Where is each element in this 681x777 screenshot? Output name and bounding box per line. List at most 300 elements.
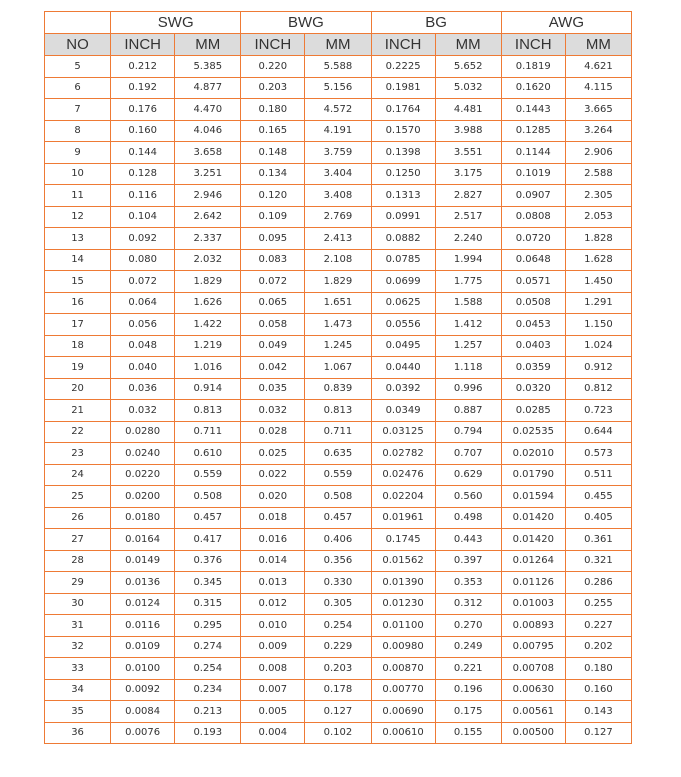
bwg-mm-cell: 0.330 bbox=[305, 572, 371, 594]
awg-mm-cell: 0.812 bbox=[565, 378, 631, 400]
bg-mm-cell: 0.498 bbox=[435, 507, 501, 529]
swg-inch-cell: 0.0076 bbox=[111, 722, 175, 744]
bg-inch-cell: 0.1764 bbox=[371, 99, 435, 121]
table-row bbox=[45, 357, 632, 379]
swg-mm-cell: 0.711 bbox=[175, 421, 241, 443]
bg-mm-cell: 0.996 bbox=[435, 378, 501, 400]
table-row bbox=[45, 464, 632, 486]
gauge-number-cell: 30 bbox=[45, 593, 111, 615]
bwg-inch-cell: 0.058 bbox=[241, 314, 305, 336]
swg-inch-cell: 0.0180 bbox=[111, 507, 175, 529]
awg-mm-cell: 0.644 bbox=[565, 421, 631, 443]
swg-inch-cell: 0.144 bbox=[111, 142, 175, 164]
bg-mm-cell: 0.270 bbox=[435, 615, 501, 637]
gauge-number-cell: 6 bbox=[45, 77, 111, 99]
column-header-bwg-inch: INCH bbox=[241, 34, 305, 56]
awg-inch-cell: 0.0508 bbox=[501, 292, 565, 314]
bwg-inch-cell: 0.022 bbox=[241, 464, 305, 486]
awg-inch-cell: 0.02010 bbox=[501, 443, 565, 465]
bwg-inch-cell: 0.203 bbox=[241, 77, 305, 99]
awg-inch-cell: 0.00893 bbox=[501, 615, 565, 637]
gauge-number-cell: 29 bbox=[45, 572, 111, 594]
swg-mm-cell: 3.251 bbox=[175, 163, 241, 185]
bg-mm-cell: 0.794 bbox=[435, 421, 501, 443]
table-body bbox=[45, 56, 632, 744]
table-row bbox=[45, 271, 632, 293]
bg-inch-cell: 0.00870 bbox=[371, 658, 435, 680]
swg-mm-cell: 2.946 bbox=[175, 185, 241, 207]
table-row bbox=[45, 443, 632, 465]
swg-inch-cell: 0.072 bbox=[111, 271, 175, 293]
swg-mm-cell: 1.219 bbox=[175, 335, 241, 357]
table-row bbox=[45, 335, 632, 357]
bwg-mm-cell: 3.408 bbox=[305, 185, 371, 207]
swg-mm-cell: 0.315 bbox=[175, 593, 241, 615]
table-row bbox=[45, 314, 632, 336]
swg-inch-cell: 0.0109 bbox=[111, 636, 175, 658]
bg-inch-cell: 0.02476 bbox=[371, 464, 435, 486]
awg-mm-cell: 0.160 bbox=[565, 679, 631, 701]
gauge-number-cell: 32 bbox=[45, 636, 111, 658]
awg-inch-cell: 0.00795 bbox=[501, 636, 565, 658]
awg-mm-cell: 0.180 bbox=[565, 658, 631, 680]
gauge-number-cell: 17 bbox=[45, 314, 111, 336]
swg-inch-cell: 0.0100 bbox=[111, 658, 175, 680]
awg-inch-cell: 0.0808 bbox=[501, 206, 565, 228]
gauge-number-cell: 35 bbox=[45, 701, 111, 723]
awg-mm-cell: 0.361 bbox=[565, 529, 631, 551]
gauge-number-cell: 14 bbox=[45, 249, 111, 271]
table-row bbox=[45, 421, 632, 443]
bg-mm-cell: 3.175 bbox=[435, 163, 501, 185]
awg-mm-cell: 0.321 bbox=[565, 550, 631, 572]
table-row bbox=[45, 507, 632, 529]
swg-mm-cell: 0.417 bbox=[175, 529, 241, 551]
awg-inch-cell: 0.1819 bbox=[501, 56, 565, 78]
bg-mm-cell: 0.887 bbox=[435, 400, 501, 422]
table-row bbox=[45, 120, 632, 142]
swg-inch-cell: 0.212 bbox=[111, 56, 175, 78]
awg-inch-cell: 0.0720 bbox=[501, 228, 565, 250]
group-header-bwg: BWG bbox=[241, 12, 371, 34]
awg-inch-cell: 0.1443 bbox=[501, 99, 565, 121]
awg-mm-cell: 0.912 bbox=[565, 357, 631, 379]
column-header-row bbox=[45, 34, 632, 56]
bwg-inch-cell: 0.095 bbox=[241, 228, 305, 250]
bg-inch-cell: 0.1745 bbox=[371, 529, 435, 551]
bwg-inch-cell: 0.134 bbox=[241, 163, 305, 185]
column-header-bwg-mm: MM bbox=[305, 34, 371, 56]
awg-inch-cell: 0.0453 bbox=[501, 314, 565, 336]
bg-inch-cell: 0.01390 bbox=[371, 572, 435, 594]
table-row bbox=[45, 701, 632, 723]
table-row bbox=[45, 550, 632, 572]
bwg-inch-cell: 0.014 bbox=[241, 550, 305, 572]
awg-inch-cell: 0.1285 bbox=[501, 120, 565, 142]
table-row bbox=[45, 636, 632, 658]
bwg-mm-cell: 0.813 bbox=[305, 400, 371, 422]
bwg-mm-cell: 0.305 bbox=[305, 593, 371, 615]
bwg-inch-cell: 0.065 bbox=[241, 292, 305, 314]
bwg-mm-cell: 1.245 bbox=[305, 335, 371, 357]
bg-mm-cell: 5.652 bbox=[435, 56, 501, 78]
swg-mm-cell: 0.254 bbox=[175, 658, 241, 680]
bwg-inch-cell: 0.007 bbox=[241, 679, 305, 701]
gauge-number-cell: 18 bbox=[45, 335, 111, 357]
bg-mm-cell: 1.118 bbox=[435, 357, 501, 379]
table-row bbox=[45, 228, 632, 250]
bwg-mm-cell: 1.651 bbox=[305, 292, 371, 314]
bwg-inch-cell: 0.072 bbox=[241, 271, 305, 293]
swg-inch-cell: 0.040 bbox=[111, 357, 175, 379]
gauge-number-cell: 11 bbox=[45, 185, 111, 207]
bwg-inch-cell: 0.165 bbox=[241, 120, 305, 142]
swg-inch-cell: 0.160 bbox=[111, 120, 175, 142]
swg-mm-cell: 0.376 bbox=[175, 550, 241, 572]
bg-inch-cell: 0.02204 bbox=[371, 486, 435, 508]
bg-mm-cell: 2.827 bbox=[435, 185, 501, 207]
gauge-number-cell: 15 bbox=[45, 271, 111, 293]
gauge-number-cell: 10 bbox=[45, 163, 111, 185]
gauge-number-cell: 34 bbox=[45, 679, 111, 701]
swg-mm-cell: 0.295 bbox=[175, 615, 241, 637]
swg-inch-cell: 0.0136 bbox=[111, 572, 175, 594]
bwg-inch-cell: 0.013 bbox=[241, 572, 305, 594]
gauge-number-cell: 33 bbox=[45, 658, 111, 680]
bg-inch-cell: 0.0785 bbox=[371, 249, 435, 271]
table-row bbox=[45, 679, 632, 701]
bg-mm-cell: 0.443 bbox=[435, 529, 501, 551]
column-header-swg-mm: MM bbox=[175, 34, 241, 56]
table-row bbox=[45, 572, 632, 594]
gauge-number-cell: 28 bbox=[45, 550, 111, 572]
awg-inch-cell: 0.01126 bbox=[501, 572, 565, 594]
bg-inch-cell: 0.02782 bbox=[371, 443, 435, 465]
awg-mm-cell: 1.291 bbox=[565, 292, 631, 314]
corner-cell bbox=[45, 12, 111, 34]
awg-mm-cell: 1.828 bbox=[565, 228, 631, 250]
awg-inch-cell: 0.01420 bbox=[501, 529, 565, 551]
bg-mm-cell: 0.196 bbox=[435, 679, 501, 701]
bg-inch-cell: 0.01562 bbox=[371, 550, 435, 572]
swg-inch-cell: 0.036 bbox=[111, 378, 175, 400]
swg-inch-cell: 0.0220 bbox=[111, 464, 175, 486]
swg-inch-cell: 0.032 bbox=[111, 400, 175, 422]
bg-inch-cell: 0.1570 bbox=[371, 120, 435, 142]
bwg-mm-cell: 0.508 bbox=[305, 486, 371, 508]
bwg-mm-cell: 0.839 bbox=[305, 378, 371, 400]
swg-mm-cell: 0.234 bbox=[175, 679, 241, 701]
table-row bbox=[45, 529, 632, 551]
column-header-awg-inch: INCH bbox=[501, 34, 565, 56]
table-row bbox=[45, 99, 632, 121]
bg-mm-cell: 0.353 bbox=[435, 572, 501, 594]
swg-mm-cell: 4.046 bbox=[175, 120, 241, 142]
bwg-mm-cell: 3.759 bbox=[305, 142, 371, 164]
awg-inch-cell: 0.0648 bbox=[501, 249, 565, 271]
awg-mm-cell: 0.127 bbox=[565, 722, 631, 744]
bwg-inch-cell: 0.009 bbox=[241, 636, 305, 658]
swg-mm-cell: 0.457 bbox=[175, 507, 241, 529]
awg-inch-cell: 0.0359 bbox=[501, 357, 565, 379]
table-row bbox=[45, 206, 632, 228]
awg-mm-cell: 2.053 bbox=[565, 206, 631, 228]
gauge-number-cell: 5 bbox=[45, 56, 111, 78]
bwg-mm-cell: 2.413 bbox=[305, 228, 371, 250]
bg-inch-cell: 0.01230 bbox=[371, 593, 435, 615]
swg-inch-cell: 0.128 bbox=[111, 163, 175, 185]
swg-inch-cell: 0.0092 bbox=[111, 679, 175, 701]
bg-mm-cell: 0.397 bbox=[435, 550, 501, 572]
table-header bbox=[45, 12, 632, 56]
bg-mm-cell: 3.551 bbox=[435, 142, 501, 164]
swg-inch-cell: 0.0164 bbox=[111, 529, 175, 551]
bwg-inch-cell: 0.012 bbox=[241, 593, 305, 615]
bwg-mm-cell: 4.572 bbox=[305, 99, 371, 121]
awg-mm-cell: 0.255 bbox=[565, 593, 631, 615]
swg-mm-cell: 0.914 bbox=[175, 378, 241, 400]
bg-inch-cell: 0.0882 bbox=[371, 228, 435, 250]
awg-inch-cell: 0.1620 bbox=[501, 77, 565, 99]
awg-mm-cell: 0.511 bbox=[565, 464, 631, 486]
awg-mm-cell: 1.628 bbox=[565, 249, 631, 271]
awg-inch-cell: 0.00630 bbox=[501, 679, 565, 701]
awg-mm-cell: 2.305 bbox=[565, 185, 631, 207]
gauge-number-cell: 19 bbox=[45, 357, 111, 379]
bwg-mm-cell: 1.473 bbox=[305, 314, 371, 336]
bwg-mm-cell: 0.406 bbox=[305, 529, 371, 551]
awg-inch-cell: 0.1144 bbox=[501, 142, 565, 164]
swg-mm-cell: 0.559 bbox=[175, 464, 241, 486]
bg-mm-cell: 1.994 bbox=[435, 249, 501, 271]
bg-mm-cell: 0.629 bbox=[435, 464, 501, 486]
bg-inch-cell: 0.0991 bbox=[371, 206, 435, 228]
bwg-mm-cell: 0.635 bbox=[305, 443, 371, 465]
awg-inch-cell: 0.01790 bbox=[501, 464, 565, 486]
swg-mm-cell: 0.193 bbox=[175, 722, 241, 744]
bg-mm-cell: 2.240 bbox=[435, 228, 501, 250]
bg-mm-cell: 0.560 bbox=[435, 486, 501, 508]
group-header-row bbox=[45, 12, 632, 34]
bg-inch-cell: 0.0440 bbox=[371, 357, 435, 379]
bg-mm-cell: 4.481 bbox=[435, 99, 501, 121]
swg-mm-cell: 0.813 bbox=[175, 400, 241, 422]
bwg-mm-cell: 2.769 bbox=[305, 206, 371, 228]
swg-mm-cell: 2.642 bbox=[175, 206, 241, 228]
swg-inch-cell: 0.176 bbox=[111, 99, 175, 121]
group-header-awg: AWG bbox=[501, 12, 631, 34]
bwg-mm-cell: 0.229 bbox=[305, 636, 371, 658]
awg-mm-cell: 3.665 bbox=[565, 99, 631, 121]
bwg-inch-cell: 0.028 bbox=[241, 421, 305, 443]
swg-mm-cell: 1.422 bbox=[175, 314, 241, 336]
table-row bbox=[45, 249, 632, 271]
bg-mm-cell: 1.588 bbox=[435, 292, 501, 314]
bg-inch-cell: 0.0495 bbox=[371, 335, 435, 357]
bg-mm-cell: 5.032 bbox=[435, 77, 501, 99]
swg-mm-cell: 4.877 bbox=[175, 77, 241, 99]
table-row bbox=[45, 722, 632, 744]
bwg-mm-cell: 0.711 bbox=[305, 421, 371, 443]
bwg-inch-cell: 0.120 bbox=[241, 185, 305, 207]
bwg-inch-cell: 0.042 bbox=[241, 357, 305, 379]
bwg-inch-cell: 0.109 bbox=[241, 206, 305, 228]
awg-mm-cell: 0.723 bbox=[565, 400, 631, 422]
swg-inch-cell: 0.064 bbox=[111, 292, 175, 314]
bwg-mm-cell: 0.457 bbox=[305, 507, 371, 529]
swg-inch-cell: 0.192 bbox=[111, 77, 175, 99]
awg-mm-cell: 0.573 bbox=[565, 443, 631, 465]
awg-inch-cell: 0.0571 bbox=[501, 271, 565, 293]
gauge-number-cell: 7 bbox=[45, 99, 111, 121]
awg-mm-cell: 4.115 bbox=[565, 77, 631, 99]
bwg-mm-cell: 0.102 bbox=[305, 722, 371, 744]
swg-inch-cell: 0.0280 bbox=[111, 421, 175, 443]
swg-inch-cell: 0.0149 bbox=[111, 550, 175, 572]
bwg-mm-cell: 2.108 bbox=[305, 249, 371, 271]
awg-inch-cell: 0.00708 bbox=[501, 658, 565, 680]
swg-mm-cell: 1.829 bbox=[175, 271, 241, 293]
bg-mm-cell: 0.312 bbox=[435, 593, 501, 615]
bwg-inch-cell: 0.148 bbox=[241, 142, 305, 164]
table-row bbox=[45, 486, 632, 508]
bwg-inch-cell: 0.020 bbox=[241, 486, 305, 508]
swg-mm-cell: 2.032 bbox=[175, 249, 241, 271]
swg-inch-cell: 0.092 bbox=[111, 228, 175, 250]
bwg-mm-cell: 0.127 bbox=[305, 701, 371, 723]
gauge-number-cell: 36 bbox=[45, 722, 111, 744]
swg-inch-cell: 0.0200 bbox=[111, 486, 175, 508]
bg-inch-cell: 0.00980 bbox=[371, 636, 435, 658]
awg-mm-cell: 0.455 bbox=[565, 486, 631, 508]
bg-mm-cell: 3.988 bbox=[435, 120, 501, 142]
bg-inch-cell: 0.01100 bbox=[371, 615, 435, 637]
bwg-mm-cell: 4.191 bbox=[305, 120, 371, 142]
awg-mm-cell: 1.024 bbox=[565, 335, 631, 357]
swg-inch-cell: 0.0084 bbox=[111, 701, 175, 723]
swg-mm-cell: 1.626 bbox=[175, 292, 241, 314]
bg-mm-cell: 1.775 bbox=[435, 271, 501, 293]
table-row bbox=[45, 77, 632, 99]
bg-mm-cell: 1.412 bbox=[435, 314, 501, 336]
bwg-inch-cell: 0.018 bbox=[241, 507, 305, 529]
table-row bbox=[45, 56, 632, 78]
bg-inch-cell: 0.0625 bbox=[371, 292, 435, 314]
awg-mm-cell: 0.405 bbox=[565, 507, 631, 529]
gauge-number-cell: 24 bbox=[45, 464, 111, 486]
awg-inch-cell: 0.1019 bbox=[501, 163, 565, 185]
gauge-number-cell: 27 bbox=[45, 529, 111, 551]
bwg-inch-cell: 0.220 bbox=[241, 56, 305, 78]
awg-mm-cell: 2.588 bbox=[565, 163, 631, 185]
swg-inch-cell: 0.104 bbox=[111, 206, 175, 228]
gauge-number-cell: 9 bbox=[45, 142, 111, 164]
bg-inch-cell: 0.00610 bbox=[371, 722, 435, 744]
bg-inch-cell: 0.03125 bbox=[371, 421, 435, 443]
bg-inch-cell: 0.1250 bbox=[371, 163, 435, 185]
wire-gauge-table bbox=[44, 11, 632, 744]
awg-mm-cell: 3.264 bbox=[565, 120, 631, 142]
awg-inch-cell: 0.00500 bbox=[501, 722, 565, 744]
bg-mm-cell: 2.517 bbox=[435, 206, 501, 228]
awg-inch-cell: 0.02535 bbox=[501, 421, 565, 443]
bwg-inch-cell: 0.025 bbox=[241, 443, 305, 465]
bwg-inch-cell: 0.035 bbox=[241, 378, 305, 400]
swg-mm-cell: 0.610 bbox=[175, 443, 241, 465]
awg-mm-cell: 0.286 bbox=[565, 572, 631, 594]
bg-inch-cell: 0.1313 bbox=[371, 185, 435, 207]
awg-mm-cell: 1.150 bbox=[565, 314, 631, 336]
swg-mm-cell: 3.658 bbox=[175, 142, 241, 164]
bg-mm-cell: 1.257 bbox=[435, 335, 501, 357]
table-row bbox=[45, 615, 632, 637]
bg-mm-cell: 0.221 bbox=[435, 658, 501, 680]
bwg-mm-cell: 5.588 bbox=[305, 56, 371, 78]
table-row bbox=[45, 378, 632, 400]
swg-inch-cell: 0.080 bbox=[111, 249, 175, 271]
gauge-number-cell: 8 bbox=[45, 120, 111, 142]
table-row bbox=[45, 142, 632, 164]
swg-mm-cell: 0.508 bbox=[175, 486, 241, 508]
bwg-mm-cell: 0.254 bbox=[305, 615, 371, 637]
column-header-no: NO bbox=[45, 34, 111, 56]
column-header-awg-mm: MM bbox=[565, 34, 631, 56]
awg-inch-cell: 0.0907 bbox=[501, 185, 565, 207]
bg-inch-cell: 0.1981 bbox=[371, 77, 435, 99]
bg-inch-cell: 0.0392 bbox=[371, 378, 435, 400]
bwg-inch-cell: 0.008 bbox=[241, 658, 305, 680]
gauge-number-cell: 25 bbox=[45, 486, 111, 508]
swg-mm-cell: 2.337 bbox=[175, 228, 241, 250]
gauge-number-cell: 22 bbox=[45, 421, 111, 443]
awg-mm-cell: 2.906 bbox=[565, 142, 631, 164]
table-row bbox=[45, 400, 632, 422]
awg-inch-cell: 0.0403 bbox=[501, 335, 565, 357]
swg-inch-cell: 0.0116 bbox=[111, 615, 175, 637]
swg-mm-cell: 0.213 bbox=[175, 701, 241, 723]
bwg-mm-cell: 0.203 bbox=[305, 658, 371, 680]
swg-inch-cell: 0.0124 bbox=[111, 593, 175, 615]
bg-inch-cell: 0.00770 bbox=[371, 679, 435, 701]
bg-mm-cell: 0.155 bbox=[435, 722, 501, 744]
swg-mm-cell: 1.016 bbox=[175, 357, 241, 379]
group-header-swg: SWG bbox=[111, 12, 241, 34]
awg-mm-cell: 0.143 bbox=[565, 701, 631, 723]
bwg-inch-cell: 0.016 bbox=[241, 529, 305, 551]
bwg-mm-cell: 0.356 bbox=[305, 550, 371, 572]
awg-inch-cell: 0.0320 bbox=[501, 378, 565, 400]
swg-inch-cell: 0.0240 bbox=[111, 443, 175, 465]
bwg-mm-cell: 1.067 bbox=[305, 357, 371, 379]
awg-inch-cell: 0.01594 bbox=[501, 486, 565, 508]
awg-mm-cell: 1.450 bbox=[565, 271, 631, 293]
gauge-number-cell: 23 bbox=[45, 443, 111, 465]
column-header-swg-inch: INCH bbox=[111, 34, 175, 56]
swg-mm-cell: 5.385 bbox=[175, 56, 241, 78]
gauge-number-cell: 20 bbox=[45, 378, 111, 400]
bwg-mm-cell: 5.156 bbox=[305, 77, 371, 99]
gauge-number-cell: 31 bbox=[45, 615, 111, 637]
awg-mm-cell: 0.227 bbox=[565, 615, 631, 637]
bwg-inch-cell: 0.083 bbox=[241, 249, 305, 271]
column-header-bg-mm: MM bbox=[435, 34, 501, 56]
bwg-inch-cell: 0.049 bbox=[241, 335, 305, 357]
bwg-mm-cell: 0.178 bbox=[305, 679, 371, 701]
bg-inch-cell: 0.0556 bbox=[371, 314, 435, 336]
bg-inch-cell: 0.0349 bbox=[371, 400, 435, 422]
bwg-inch-cell: 0.010 bbox=[241, 615, 305, 637]
table-row bbox=[45, 292, 632, 314]
